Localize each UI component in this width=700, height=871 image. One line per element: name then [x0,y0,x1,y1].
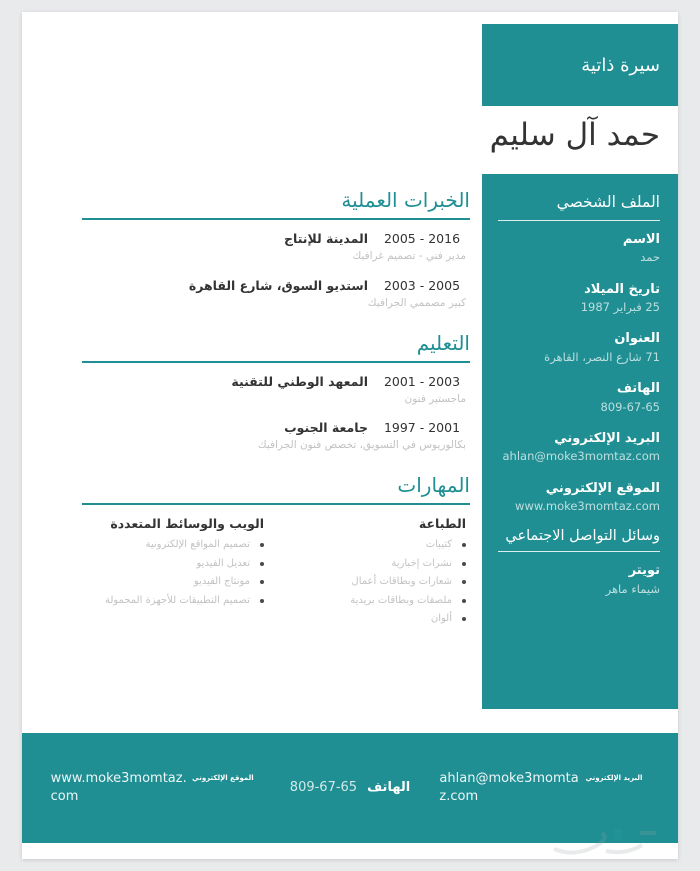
cv-entry-org: جامعة الجنوب [284,420,368,436]
cv-entry-header [82,231,470,246]
cv-entry-header [82,420,470,435]
sidebar-field-list [498,230,660,516]
sidebar-field [498,329,660,366]
cv-entry-description: ماجستير فنون [404,392,466,405]
cv-entry-org: المدينة للإنتاج [284,231,368,246]
cv-ribbon [482,24,678,106]
bullet-icon [260,543,264,547]
sidebar-field-label: العنوان [614,331,660,347]
cv-entry-description: بكالوريوس في التسويق، تخصص فنون الجرافيك [257,439,466,452]
cv-entry [82,278,470,312]
bullet-icon [462,580,466,584]
skills-column [82,516,276,629]
cv-entry [82,420,470,454]
sidebar-field-label: البريد الإلكتروني [554,430,660,446]
skills-list-item: نشرات إخبارية [276,555,466,574]
bullet-icon [462,543,466,547]
bullet-icon [462,599,466,603]
footer-email [439,770,649,805]
skills-column-heading: الطباعة [418,516,466,531]
skills-column-heading: الويب والوسائط المتعددة [110,516,264,531]
cv-ribbon-label: سيرة ذاتية [581,54,660,76]
cv-page [22,12,678,859]
footer-website [51,770,261,805]
cv-entry-description: كبير مصممي الجرافيك [367,296,466,309]
cv-entry-date: 2003 - 2005 [383,277,461,293]
skills-list [82,536,264,610]
cv-entry-description: مدير فني - تصميم غرافيك [352,250,466,262]
sidebar-field [498,280,660,317]
social-field-list [498,561,660,598]
cv-entry-header [82,374,470,389]
social-field [498,561,660,598]
education-entry-list [82,374,470,455]
skills-list [276,536,466,629]
sidebar-heading: الملف الشخصي [556,193,660,211]
skills-list-item: تصميم المواقع الإلكترونية [82,536,264,555]
footer-email-label: البريد الإلكتروني [585,774,643,783]
skills-title: المهارات [397,473,470,497]
sidebar-field [498,379,660,416]
footer-phone [290,779,410,797]
sidebar-field-value: حمد [640,250,660,265]
footer-email-value: ahlan@moke3momtaz.com [439,771,579,804]
sidebar-field [498,230,660,267]
bullet-icon [260,562,264,566]
bullet-icon [462,617,466,621]
cv-entry-date: 1997 - 2001 [383,420,461,436]
bullet-icon [462,562,466,566]
sidebar-field-value: 71 شارع النصر، القاهرة [544,349,660,364]
skills-list-item: تعديل الفيديو [82,555,264,574]
section-experience [82,188,470,312]
sidebar-field-label: تاريخ الميلاد [584,281,660,297]
skills-list-item: شعارات وبطاقات أعمال [276,573,466,592]
sidebar-field-value: ahlan@moke3momtaz.com [502,449,660,464]
cv-entry [82,231,470,265]
sidebar-field-label: الهاتف [616,381,660,397]
candidate-name: حمد آل سليم [489,117,660,153]
cv-entry-org: المعهد الوطني للتقنية [231,373,368,389]
cv-entry-header [82,278,470,293]
skills-list-item: ألوان [276,610,466,629]
skills-list-item: ملصقات وبطاقات بريدية [276,592,466,611]
experience-rule [82,218,470,220]
sidebar-field [498,479,660,516]
footer-website-value: www.moke3momtaz.com [50,771,187,804]
skills-list-item: كتيبات [276,536,466,555]
sidebar-field-value: www.moke3momtaz.com [515,499,660,514]
sidebar-field-label: الموقع الإلكتروني [545,480,660,496]
experience-entry-list [82,231,470,312]
education-title: التعليم [416,330,470,355]
cv-entry-org: استديو السوق، شارع القاهرة [188,277,368,293]
bullet-icon [260,599,264,603]
sidebar-field-value: 809-67-65 [600,399,660,414]
section-education [82,331,470,455]
footer-phone-label: الهاتف [367,780,411,796]
main-content [82,188,470,648]
footer-phone-value: 809-67-65 [289,780,358,796]
footer-website-label: الموقع الإلكتروني [192,774,254,783]
name-block [260,116,660,155]
bullet-icon [260,580,264,584]
profile-sidebar [482,174,678,709]
cv-entry-date: 2005 - 2016 [383,231,461,246]
section-skills [82,473,470,629]
experience-title: الخبرات العملية [341,188,470,212]
skills-list-item: تصميم التطبيقات للأجهزة المحمولة [82,592,264,611]
sidebar-heading-rule [498,220,660,221]
social-heading: وسائل التواصل الاجتماعي [505,528,660,545]
sidebar-field [498,429,660,466]
sidebar-field-label: الاسم [622,231,660,247]
social-field-value: شيماء ماهر [605,581,660,596]
sidebar-field-value: 25 فبراير 1987 [580,300,660,315]
cv-entry [82,374,470,408]
education-rule [82,361,470,363]
skills-column [276,516,470,629]
social-heading-rule [498,551,660,552]
skills-rule [82,503,470,505]
skills-list-item: مونتاج الفيديو [82,573,264,592]
cv-entry-date: 2001 - 2003 [383,373,461,389]
skills-columns [82,516,470,629]
social-field-label: تويتر [628,563,660,579]
watermark-logo [544,827,664,857]
